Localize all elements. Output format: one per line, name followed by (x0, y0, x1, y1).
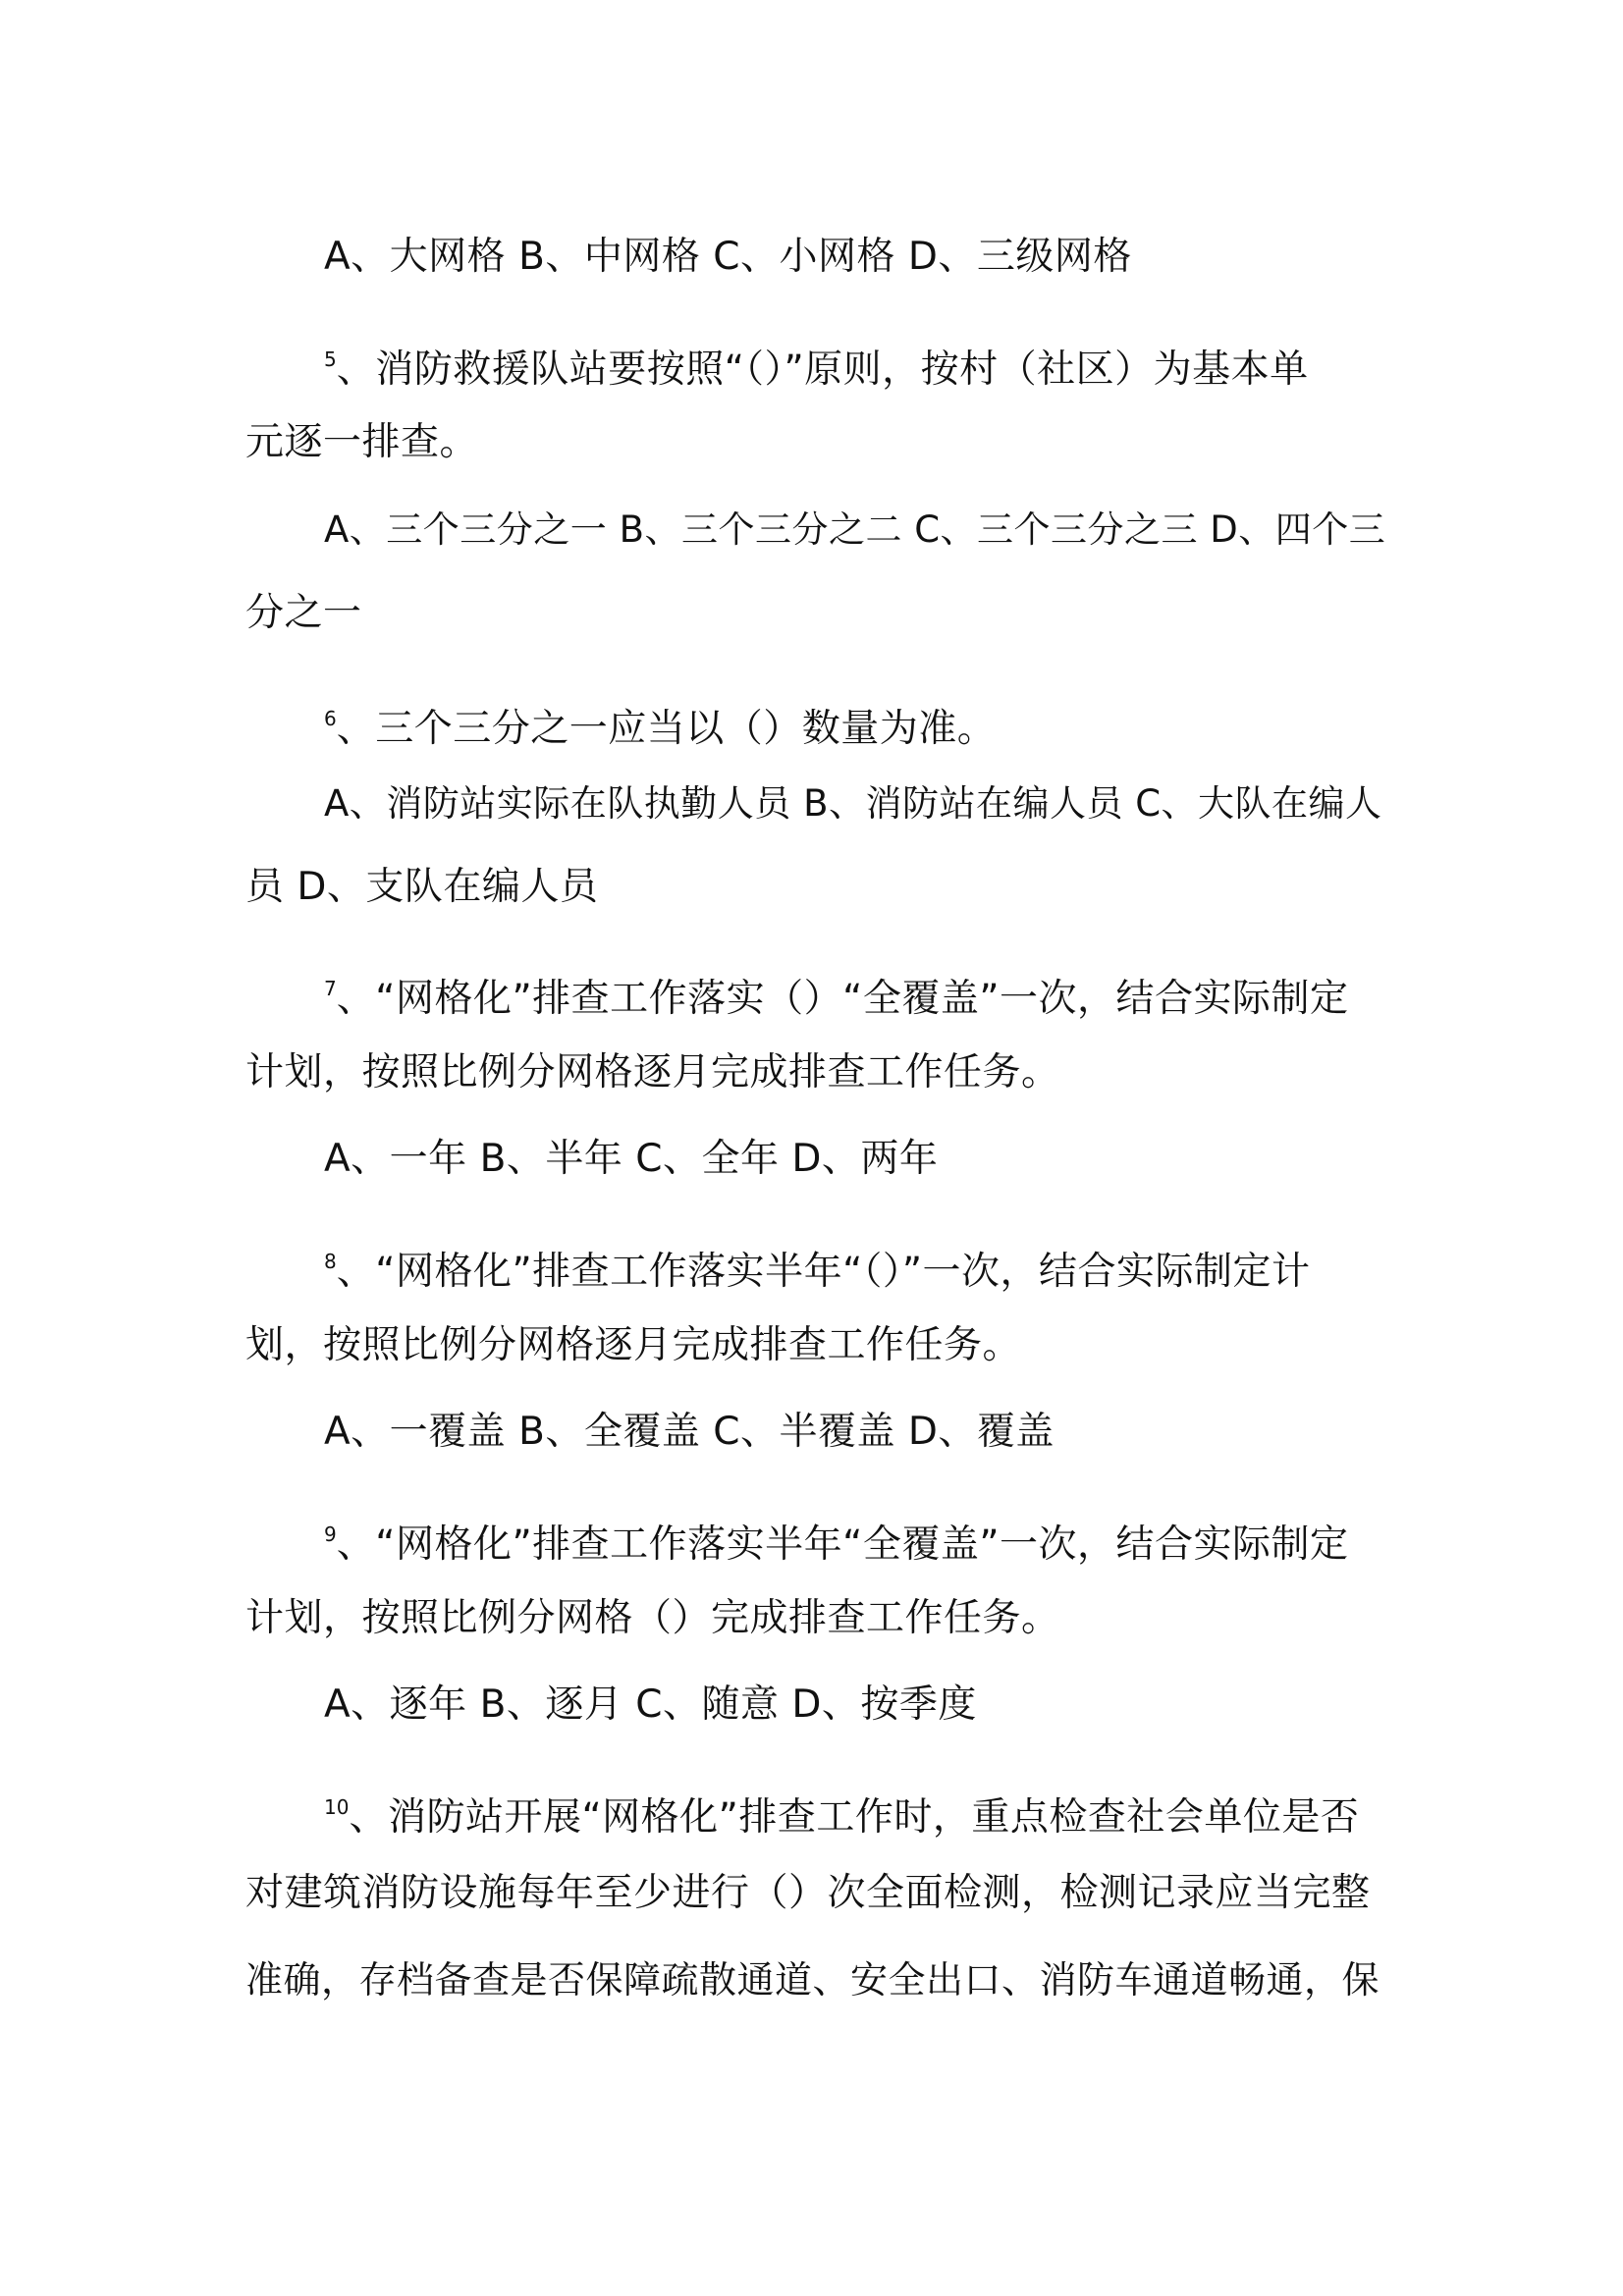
q8-question-text: 、“网格化”排查工作落实半年“（）”一次，结合实际制定计 (336, 1250, 1311, 1294)
q6-question-text: 、三个三分之一应当以（）数量为准。 (336, 707, 997, 751)
q6-question-line-1 (324, 693, 996, 755)
q5-number: 5 (324, 347, 337, 371)
q5-question-line-2: 元逐一排查。 (245, 420, 479, 464)
q10-question-line-2: 对建筑消防设施每年至少进行（）次全面检测，检测记录应当完整 (245, 1871, 1371, 1915)
q9-question-text: 、“网格化”排查工作落实半年“全覆盖”一次，结合实际制定 (336, 1522, 1349, 1567)
q8-options: A、一覆盖 B、全覆盖 C、半覆盖 D、覆盖 (324, 1410, 1055, 1454)
q5-question-text: 、消防救援队站要按照“（）”原则，按村（社区）为基本单 (336, 347, 1309, 392)
q8-question-line-2: 划，按照比例分网格逐月完成排查工作任务。 (245, 1323, 1022, 1367)
q10-question-line-1 (324, 1782, 1359, 1843)
q7-question-line-2: 计划，按照比例分网格逐月完成排查工作任务。 (245, 1050, 1060, 1095)
q6-options-line-1: A、消防站实际在队执勤人员 B、消防站在编人员 C、大队在编人 (324, 782, 1382, 825)
q5-options-line-2: 分之一 (245, 591, 362, 635)
q7-question-text: 、“网格化”排查工作落实（）“全覆盖”一次，结合实际制定 (336, 977, 1349, 1021)
q7-number: 7 (324, 977, 337, 1000)
q6-options-line-2: 员 D、支队在编人员 (245, 865, 599, 909)
q8-question-line-1 (324, 1236, 1311, 1298)
q10-question-line-3: 准确，存档备查是否保障疏散通道、安全出口、消防车通道畅通，保 (245, 1958, 1380, 2002)
q4-options: A、大网格 B、中网格 C、小网格 D、三级网格 (324, 235, 1132, 279)
q9-options: A、逐年 B、逐月 C、随意 D、按季度 (324, 1682, 977, 1727)
q8-number: 8 (324, 1250, 337, 1273)
q10-number: 10 (324, 1795, 350, 1819)
q9-question-line-1 (324, 1509, 1349, 1571)
q5-question-line-1 (324, 334, 1309, 396)
q5-options-line-1: A、三个三分之一 B、三个三分之二 C、三个三分之三 D、四个三 (324, 508, 1386, 551)
q9-question-line-2: 计划，按照比例分网格（）完成排查工作任务。 (245, 1596, 1060, 1640)
q7-question-line-1 (324, 963, 1349, 1025)
q7-options: A、一年 B、半年 C、全年 D、两年 (324, 1137, 939, 1181)
q10-question-text: 、消防站开展“网格化”排查工作时，重点检查社会单位是否 (349, 1795, 1360, 1840)
q9-number: 9 (324, 1522, 337, 1546)
q6-number: 6 (324, 707, 337, 730)
